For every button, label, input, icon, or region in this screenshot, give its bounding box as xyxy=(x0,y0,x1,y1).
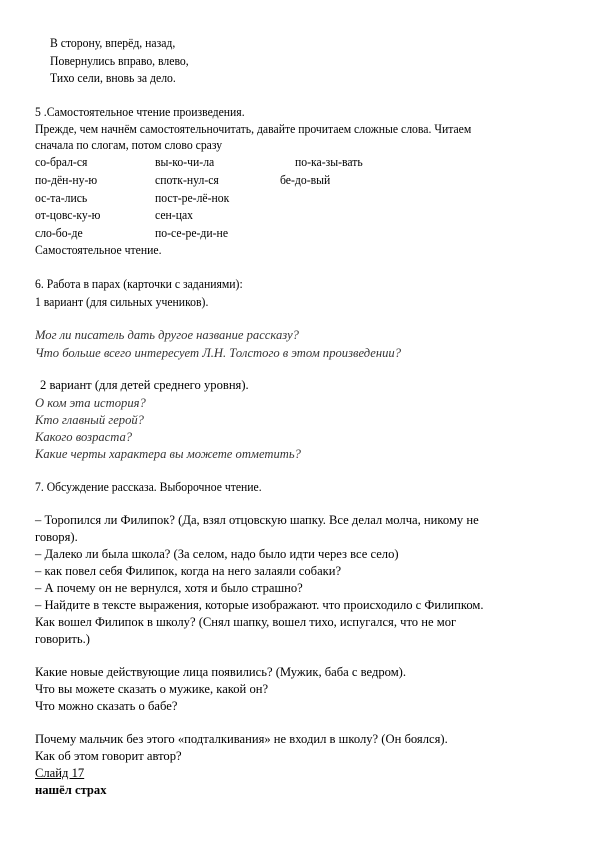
discussion-line: – Далеко ли была школа? (За селом, надо было идти через все село) xyxy=(35,547,399,561)
syllable-word: ос-та-лись xyxy=(35,191,88,205)
discussion-line: Как вошел Филипок в школу? (Снял шапку, вошел тихо, испугался, что не мог xyxy=(35,615,457,629)
syllable-word: со-брал-ся xyxy=(35,155,88,169)
discussion-line: Как об этом говорит автор? xyxy=(35,749,182,763)
section5-heading: 5 .Самостоятельное чтение произведения. xyxy=(35,105,245,119)
discussion-line: – как повел себя Филипок, когда на него залаяли собаки? xyxy=(35,564,342,578)
variant2-question: Какого возраста? xyxy=(35,430,133,444)
section5-closing: Самостоятельное чтение. xyxy=(35,243,162,257)
poem-line: В сторону, вперёд, назад, xyxy=(50,36,176,50)
discussion-line: Что можно сказать о бабе? xyxy=(35,699,178,713)
section7-heading: 7. Обсуждение рассказа. Выборочное чтение. xyxy=(35,480,262,494)
variant2-question: Кто главный герой? xyxy=(35,413,144,427)
discussion-line: Что вы можете сказать о мужике, какой он? xyxy=(35,682,269,696)
syllable-word: бе-до-вый xyxy=(280,173,331,187)
slide-label: Слайд 17 xyxy=(35,766,85,780)
syllable-word: пост-ре-лё-нок xyxy=(155,191,230,205)
variant1-label: 1 вариант (для сильных учеников). xyxy=(35,295,209,309)
syllable-word: сло-бо-де xyxy=(35,226,83,240)
poem-line: Тихо сели, вновь за дело. xyxy=(50,71,176,85)
section5-intro: сначала по слогам, потом слово сразу xyxy=(35,138,223,152)
discussion-line: – А почему он не вернулся, хотя и было страшно? xyxy=(35,581,303,595)
section5-intro: Прежде, чем начнём самостоятельночитать, давайте прочитаем сложные слова. Читаем xyxy=(35,122,472,136)
slide-answer: нашёл страх xyxy=(35,783,107,797)
discussion-line: – Найдите в тексте выражения, которые изображают. что происходило с Филипком. xyxy=(35,598,484,612)
variant1-question: Мог ли писатель дать другое название рассказу? xyxy=(35,328,299,342)
variant2-question: Какие черты характера вы можете отметить? xyxy=(35,447,301,461)
syllable-word: по-се-ре-ди-не xyxy=(155,226,229,240)
syllable-word: по-дён-ну-ю xyxy=(35,173,98,187)
syllable-word: спотк-нул-ся xyxy=(155,173,219,187)
syllable-word: от-цовс-ку-ю xyxy=(35,208,101,222)
poem-line: Повернулись вправо, влево, xyxy=(50,54,189,68)
syllable-word: сен-цах xyxy=(155,208,194,222)
syllable-word: вы-ко-чи-ла xyxy=(155,155,215,169)
variant1-question: Что больше всего интересует Л.Н. Толстого в этом произведении? xyxy=(35,346,401,360)
syllable-word: по-ка-зы-вать xyxy=(295,155,363,169)
discussion-line: – Торопился ли Филипок? (Да, взял отцовскую шапку. Все делал молча, никому не xyxy=(35,513,479,527)
discussion-line: говоря). xyxy=(35,530,78,544)
discussion-line: Почему мальчик без этого «подталкивания» не входил в школу? (Он боялся). xyxy=(35,732,448,746)
section6-heading: 6. Работа в парах (карточки с заданиями): xyxy=(35,277,243,291)
discussion-line: Какие новые действующие лица появились? (Мужик, баба с ведром). xyxy=(35,665,407,679)
variant2-label: 2 вариант (для детей среднего уровня). xyxy=(40,378,249,392)
discussion-line: говорить.) xyxy=(35,632,90,646)
variant2-question: О ком эта история? xyxy=(35,396,146,410)
